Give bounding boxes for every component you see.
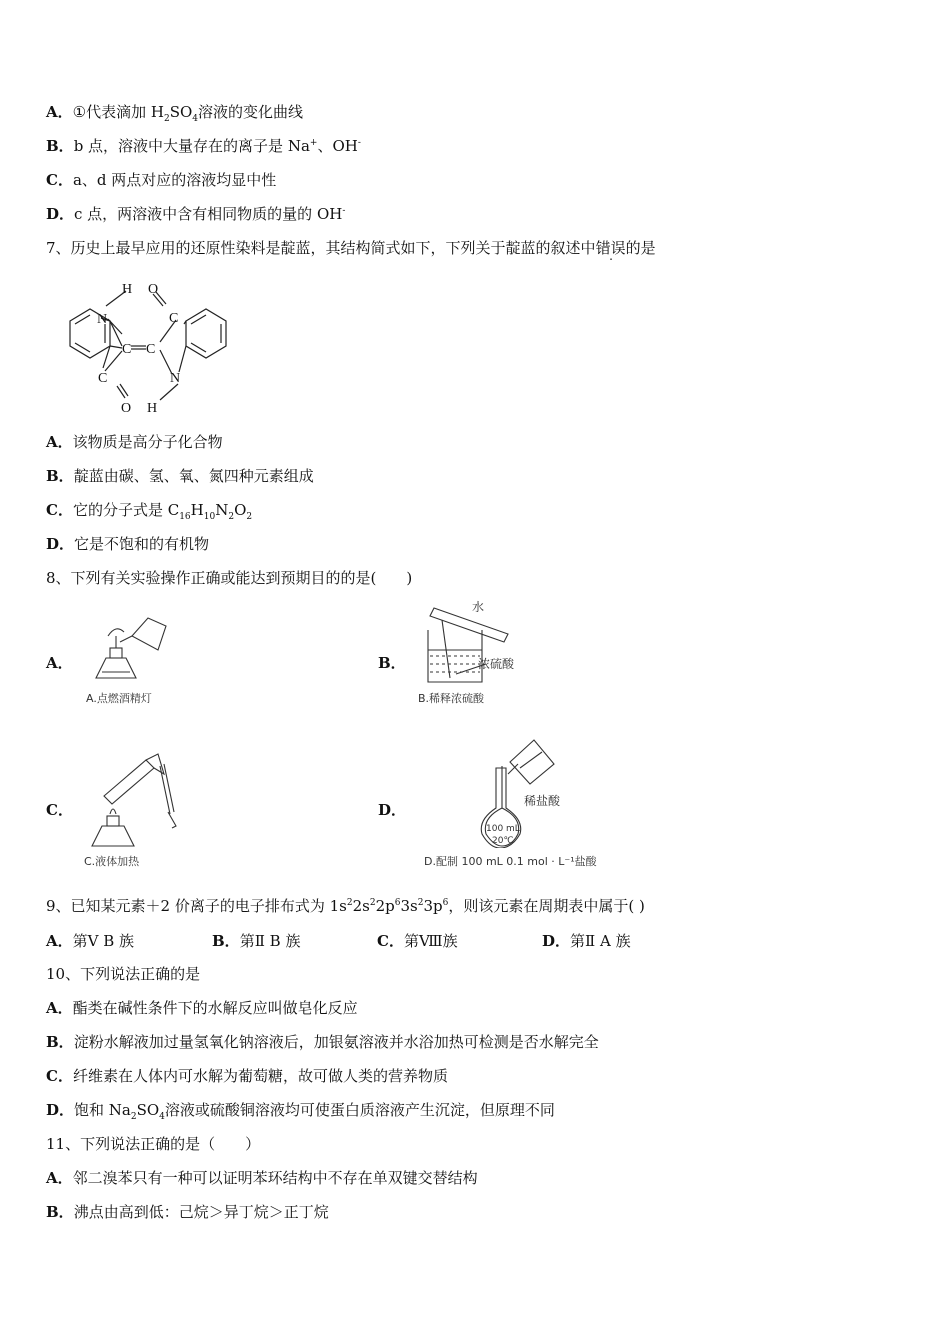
figure-caption-b: B.稀释浓硫酸 — [418, 692, 485, 705]
q11-option-b: B．沸点由高到低：己烷＞异丁烷＞正丁烷 — [46, 1203, 329, 1221]
atom-label: C — [169, 311, 179, 326]
q10-option-a: A．酯类在碱性条件下的水解反应叫做皂化反应 — [46, 999, 358, 1017]
q8-option-a-label: A． — [46, 654, 73, 672]
figure-caption-d: D.配制 100 mL 0.1 mol · L⁻¹盐酸 — [424, 855, 597, 868]
lamp-body — [96, 658, 136, 678]
q10-stem: 10、下列说法正确的是 — [46, 965, 201, 983]
glass-rod — [442, 620, 450, 678]
atom-label: H — [122, 282, 133, 297]
atom-label: C — [122, 342, 132, 357]
acid-label: 稀盐酸 — [524, 794, 561, 808]
atom-label: C — [146, 342, 156, 357]
q10-option-c: C．纤维素在人体内可水解为葡萄糖，故可做人类的营养物质 — [46, 1067, 448, 1085]
acid-label: 浓硫酸 — [478, 657, 515, 671]
test-tube — [430, 608, 508, 642]
water-label: 水 — [472, 600, 485, 614]
q7-option-d: D．它是不饱和的有机物 — [46, 535, 210, 553]
atom-label: N — [170, 371, 181, 386]
beaker-tilted — [510, 740, 554, 784]
q9-option-a: A．第Ⅴ B 族 — [46, 932, 135, 950]
right-benzene-ring — [186, 309, 226, 358]
q10-option-d: D．饱和 $Na_2SO_4$溶液或硫酸铜溶液均可使蛋白质溶液产生沉淀，但原理不同 — [46, 1101, 555, 1122]
q10-option-b: B．淀粉水解液加过量氢氧化钠溶液后，加银氨溶液并水浴加热可检测是否水解完全 — [46, 1033, 599, 1051]
flask-volume-label: 100 mL — [486, 824, 520, 834]
emphasis-word: 错误 — [595, 239, 626, 257]
atom-label: C — [98, 371, 108, 386]
atom-label: O — [121, 401, 132, 416]
test-tube — [104, 760, 154, 804]
atom-label: N — [97, 312, 108, 327]
q9-stem: 9、已知某元素＋2 价离子的电子排布式为 $1s^22s^22p^63s^23p^6$，则该元素在周期表中属于( ) — [46, 897, 645, 915]
q7-option-c: C．它的分子式是 $C_{16}H_{10}N_2O_2$ — [46, 501, 253, 522]
figure-caption-a: A.点燃酒精灯 — [86, 692, 152, 705]
formula-h2so4: $H_2SO_4$ — [150, 103, 198, 124]
q6-option-d: D．c 点，两溶液中含有相同物质的量的 OH- — [46, 205, 346, 223]
q11-stem: 11、下列说法正确的是（ ） — [46, 1135, 261, 1153]
atom-label: O — [148, 282, 159, 297]
q8-option-d-label: D． — [378, 801, 407, 819]
q6-option-a: A．①代表滴加 $H_2SO_4$溶液的变化曲线 — [46, 103, 304, 124]
flask-temp-label: 20℃ — [492, 836, 514, 846]
q7-option-a: A．该物质是高分子化合物 — [46, 433, 223, 451]
alcohol-lamp-lighting-figure — [88, 606, 178, 686]
q6-option-c: C．a、d 两点对应的溶液均显中性 — [46, 171, 277, 189]
q9-option-c: C．第Ⅷ族 — [377, 932, 458, 950]
tilted-lamp — [132, 618, 166, 650]
q11-option-a: A．邻二溴苯只有一种可以证明苯环结构中不存在单双键交替结构 — [46, 1169, 478, 1187]
q8-stem: 8、下列有关实验操作正确或能达到预期目的的是( ) — [46, 569, 413, 587]
volumetric-flask — [485, 766, 518, 846]
q8-option-c-label: C． — [46, 801, 73, 819]
lamp-body — [92, 826, 134, 846]
q9-option-d: D．第Ⅱ A 族 — [542, 932, 631, 950]
q7-option-b: B．靛蓝由碳、氢、氧、氮四种元素组成 — [46, 467, 314, 485]
atom-label: H — [147, 401, 158, 416]
tube-holder — [160, 766, 170, 814]
indigo-structure-diagram — [48, 276, 233, 421]
q9-option-b: B．第Ⅱ B 族 — [212, 932, 301, 950]
q7-stem: 7、历史上最早应用的还原性染料是靛蓝，其结构简式如下，下列关于靛蓝的叙述中错误的是 — [46, 239, 656, 257]
q8-option-b-label: B． — [378, 654, 406, 672]
liquid-heating-figure — [84, 752, 184, 852]
figure-caption-c: C.液体加热 — [84, 855, 140, 868]
q6-option-b: B．b 点，溶液中大量存在的离子是 Na+、OH- — [46, 137, 361, 155]
